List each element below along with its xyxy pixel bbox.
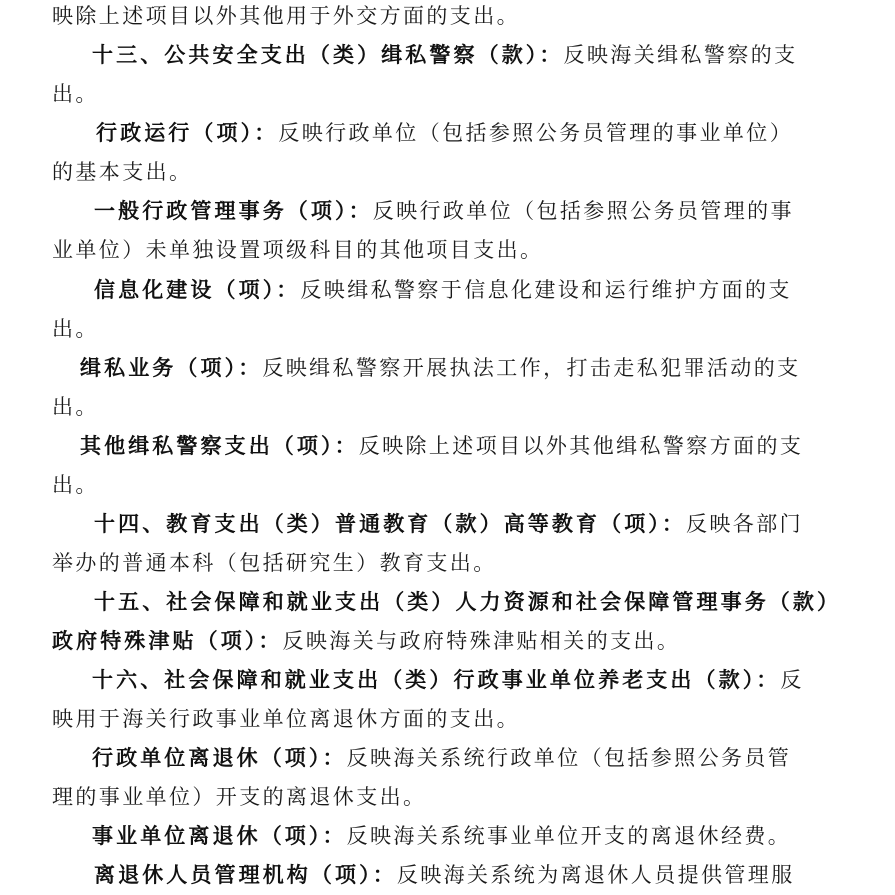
body-text: 映用于海关行政事业单位离退休方面的支出。 [52,707,520,731]
body-text: 反映缉私警察开展执法工作，打击走私犯罪活动的支 [262,356,801,380]
text-line [80,426,879,466]
body-text: 的基本支出。 [52,160,193,184]
text-line [92,816,891,856]
text-line [52,309,851,349]
text-line [52,152,851,192]
text-line [52,777,851,817]
bold-heading: 十五、社会保障和就业支出（类）人力资源和社会保障管理事务（款） [94,590,842,614]
body-text: 理的事业单位）开支的离退休支出。 [52,785,427,809]
text-line [52,465,851,505]
text-line [94,504,893,544]
text-line [52,230,851,270]
text-line [52,621,851,661]
body-text: 反映除上述项目以外其他缉私警察方面的支 [358,434,804,458]
body-text: 出。 [52,317,99,341]
text-line [96,113,895,153]
bold-heading: 缉私业务（项）： [80,356,263,380]
text-line [92,35,891,75]
body-text: 业单位）未单独设置项级科目的其他项目支出。 [52,238,544,262]
body-text: 反映行政单位（包括参照公务员管理的事 [372,199,794,223]
bold-heading: 其他缉私警察支出（项）： [80,434,359,458]
body-text: 反映海关系统为离退休人员提供管理服 [396,863,795,887]
text-line [52,543,851,583]
text-line [52,74,851,114]
text-line [92,660,891,700]
body-text: 反映各部门 [686,512,803,536]
bold-heading: 政府特殊津贴（项）： [52,629,283,653]
text-line [94,855,893,895]
text-line [94,582,893,622]
body-text: 反映行政单位（包括参照公务员管理的事业单位） [278,121,794,145]
body-text: 反映海关缉私警察的支 [563,43,798,67]
bold-heading: 行政运行（项）： [96,121,279,145]
body-text: 举办的普通本科（包括研究生）教育支出。 [52,551,497,575]
body-text: 反映海关系统行政单位（包括参照公务员管 [346,746,792,770]
text-line [92,738,891,778]
bold-heading: 事业单位离退休（项）： [92,824,347,848]
body-text: 反 [780,668,804,692]
bold-heading: 十四、教育支出（类）普通教育（款）高等教育（项）： [94,512,686,536]
bold-heading: 信息化建设（项）： [94,278,301,302]
bold-heading: 十六、社会保障和就业支出（类）行政事业单位养老支出（款）： [92,668,781,692]
body-text: 反映海关与政府特殊津贴相关的支出。 [282,629,681,653]
bold-heading: 离退休人员管理机构（项）： [94,863,397,887]
text-line [94,191,893,231]
text-line [94,270,893,310]
body-text: 出。 [52,82,99,106]
text-line [52,699,851,739]
bold-heading: 行政单位离退休（项）： [92,746,347,770]
text-line [52,0,851,36]
body-text: 反映缉私警察于信息化建设和运行维护方面的支 [300,278,792,302]
body-text: 反映海关系统事业单位开支的离退休经费。 [346,824,792,848]
text-line [52,387,851,427]
text-line [80,348,879,388]
bold-heading: 十三、公共安全支出（类）缉私警察（款）： [92,43,564,67]
body-text: 出。 [52,473,99,497]
body-text: 映除上述项目以外其他用于外交方面的支出。 [52,4,520,28]
body-text: 出。 [52,395,99,419]
bold-heading: 一般行政管理事务（项）： [94,199,373,223]
